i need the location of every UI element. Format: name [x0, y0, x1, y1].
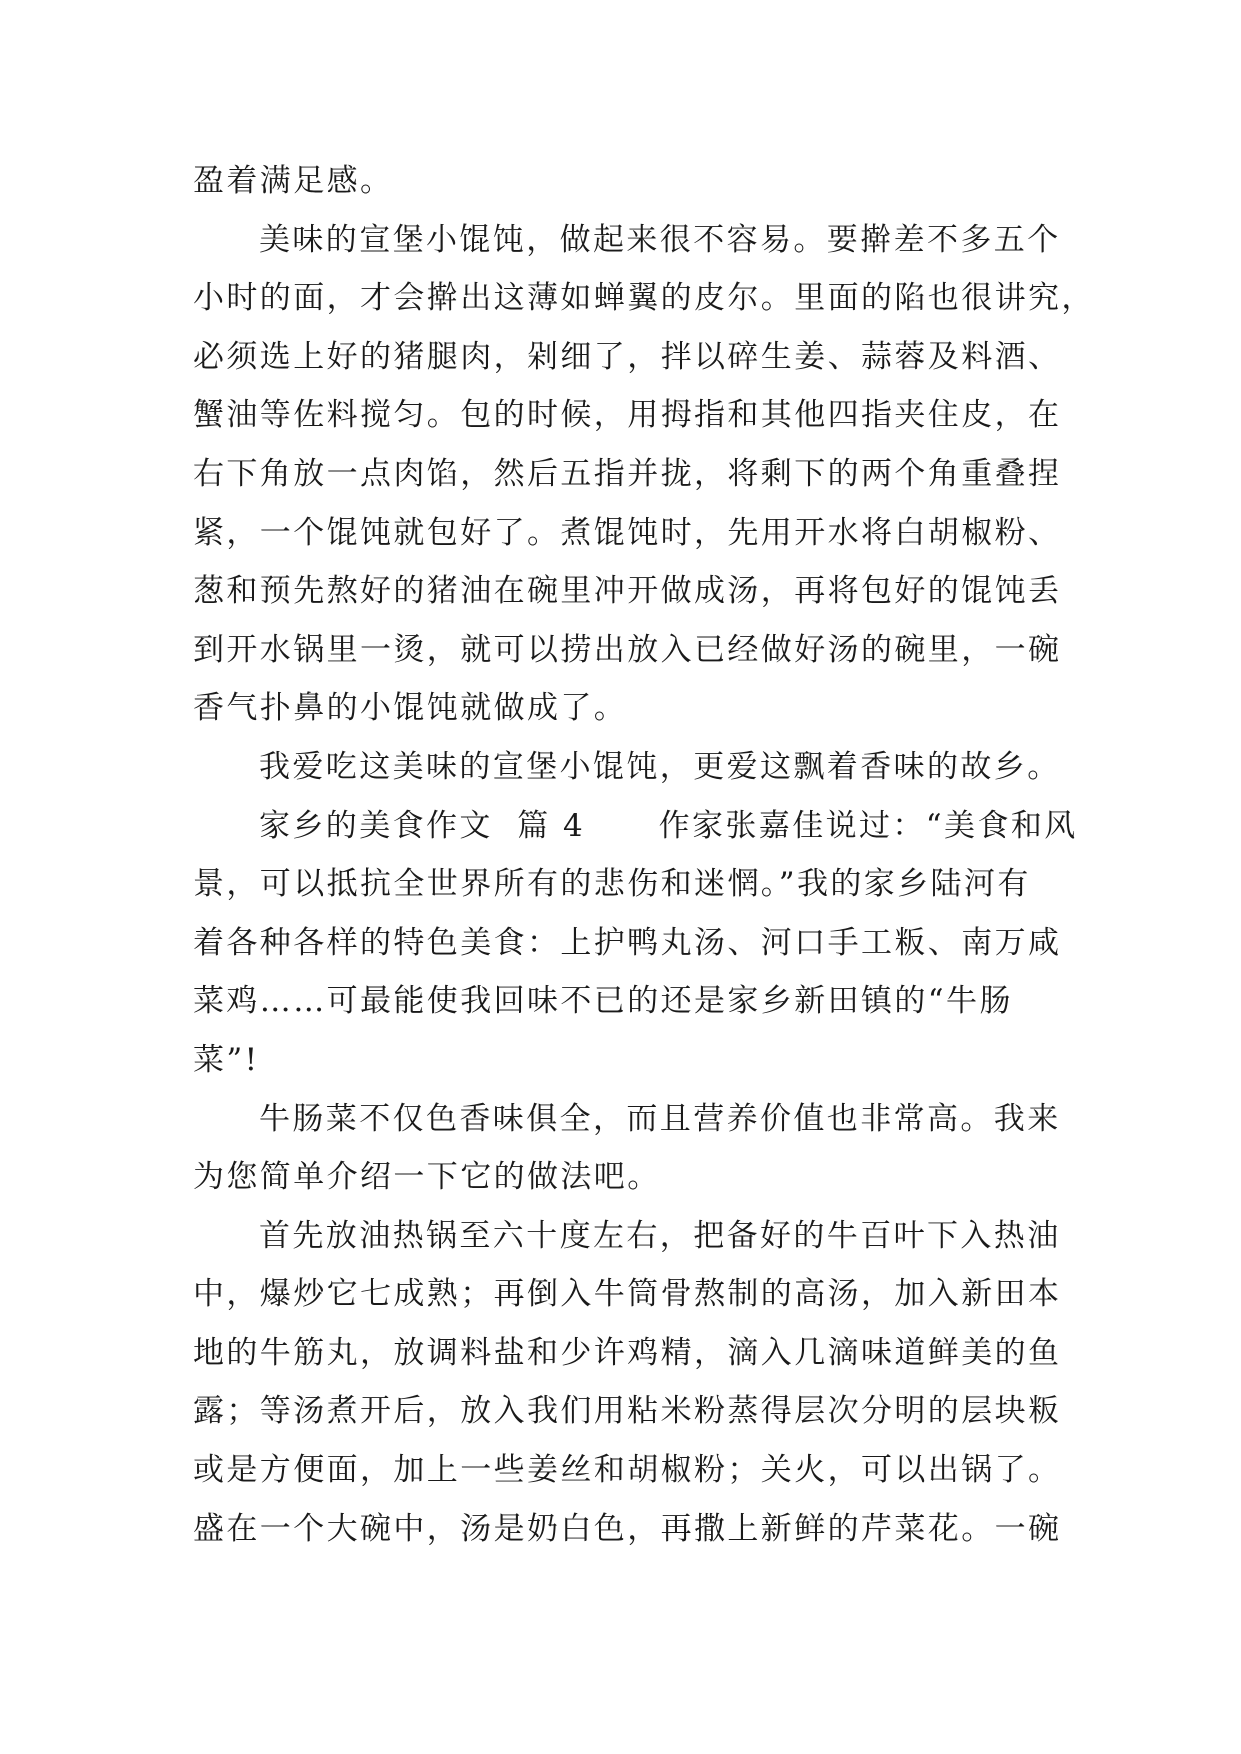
text-line: 中，爆炒它七成熟；再倒入牛筒骨熬制的高汤，加入新田本 — [193, 1276, 1062, 1313]
text-line: 景，可以抵抗全世界所有的悲伤和迷惘。”我的家乡陆河有 — [193, 866, 1031, 903]
text-line: 盛在一个大碗中，汤是奶白色，再撒上新鲜的芹菜花。一碗 — [193, 1510, 1062, 1547]
text-line: 葱和预先熬好的猪油在碗里冲开做成汤，再将包好的馄饨丢 — [193, 573, 1062, 610]
text-line: 着各种各样的特色美食：上护鸭丸汤、河口手工粄、南万咸 — [193, 924, 1062, 961]
text-line: 牛肠菜不仅色香味俱全，而且营养价值也非常高。我来 — [259, 1100, 1061, 1137]
text-line: 右下角放一点肉馅，然后五指并拢，将剩下的两个角重叠捏 — [193, 455, 1062, 492]
text-line: 露；等汤煮开后，放入我们用粘米粉蒸得层次分明的层块粄 — [193, 1393, 1062, 1430]
text-line: 地的牛筋丸，放调料盐和少许鸡精，滴入几滴味道鲜美的鱼 — [193, 1334, 1062, 1371]
section-heading-line: 家乡的美食作文 篇 4 作家张嘉佳说过：“美食和风 — [259, 807, 1078, 844]
text-line: 紧，一个馄饨就包好了。煮馄饨时，先用开水将白胡椒粉、 — [193, 514, 1062, 551]
text-line: 小时的面，才会擀出这薄如蝉翼的皮尔。里面的陷也很讲究， — [193, 280, 1095, 317]
text-line: 蟹油等佐料搅匀。包的时候，用拇指和其他四指夹住皮，在 — [193, 397, 1062, 434]
text-line: 到开水锅里一烫，就可以捞出放入已经做好汤的碗里，一碗 — [193, 631, 1062, 668]
body-text — [193, 152, 1095, 1558]
text-line: 首先放油热锅至六十度左右，把备好的牛百叶下入热油 — [259, 1217, 1061, 1254]
text-line: 菜鸡……可最能使我回味不已的还是家乡新田镇的“牛肠 — [193, 983, 1013, 1020]
text-line: 我爱吃这美味的宣堡小馄饨，更爱这飘着香味的故乡。 — [259, 748, 1061, 785]
text-line: 或是方便面，加上一些姜丝和胡椒粉；关火，可以出锅了。 — [193, 1452, 1062, 1489]
text-line: 美味的宣堡小馄饨，做起来很不容易。要擀差不多五个 — [259, 221, 1061, 258]
text-line: 必须选上好的猪腿肉，剁细了，拌以碎生姜、蒜蓉及料酒、 — [193, 338, 1062, 375]
text-line: 香气扑鼻的小馄饨就做成了。 — [193, 690, 628, 727]
text-line: 盈着满足感。 — [193, 163, 394, 199]
text-line: 为您简单介绍一下它的做法吧。 — [193, 1159, 661, 1196]
text-line: 菜”! — [193, 1041, 260, 1078]
